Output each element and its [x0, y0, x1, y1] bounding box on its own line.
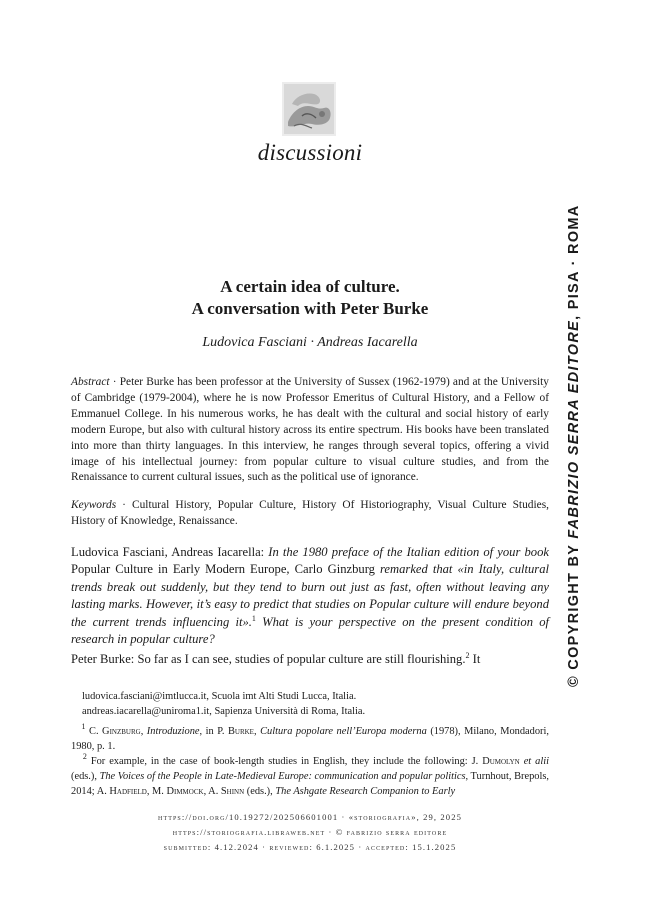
copyright-publisher: FABRIZIO SERRA EDITORE [566, 319, 582, 539]
question-text-3: remarked that «in Italy, cultural trends break out suddenly, but they tend to burn out just as fast, often without leaving any lasting marks. However, it’s easy to predict that studies on Popular culture will endure beyond the current trends influencing it». [71, 562, 550, 629]
section-title: discussioni [257, 140, 363, 165]
footer-doi[interactable]: https://doi.org/10.19272/202506601001 · «storiografia», 29, 2025 [158, 812, 462, 822]
footnote-1-editor: Burke [227, 726, 254, 737]
sculpture-logo-icon [282, 82, 336, 136]
author-names: Ludovica Fasciani · Andreas Iacarella [202, 335, 418, 350]
interview-answer [71, 651, 549, 668]
answer-speaker: Peter Burke: [71, 652, 135, 666]
footnote-1-work: Introduzione [146, 726, 200, 737]
abstract-paragraph [71, 375, 549, 486]
copyright-vertical [559, 204, 589, 687]
footnote-2 [71, 752, 549, 799]
affiliation-iacarella: andreas.iacarella@uniroma1.it, Sapienza Università di Roma, Italia. [82, 705, 366, 717]
title-line-2: A conversation with Peter Burke [191, 299, 429, 318]
question-book-title: Popular Culture in Early Modern Europe [71, 562, 287, 577]
footnote-2-dumolyn: Dumolyn [482, 756, 520, 767]
footnote-1-rest: (1978), Milano, Mondadori, 1980, p. 1. [71, 726, 550, 752]
footnote-2-shinn: Shinn [220, 785, 245, 797]
footnote-2-voices-title: The Voices of the People in Late-Medieval Europe: communication and popular politics [99, 770, 466, 782]
interview-question [71, 544, 549, 648]
footnote-2-text-g: , Turnhout, Brepols, 2014; A. [71, 770, 549, 797]
copyright-prefix: © COPYRIGHT BY [566, 538, 582, 687]
footnote-2-text-m: (eds.), [244, 785, 276, 797]
abstract-label: Abstract [71, 376, 110, 388]
answer-text: So far as I can see, studies of popular culture are still flourishing. [134, 652, 466, 666]
footnote-1-book: Cultura popolare nell’Europa moderna [260, 726, 427, 737]
question-speakers: Ludovica Fasciani, Andreas Iacarella: [71, 545, 265, 559]
title-line-1: A certain idea of culture. [220, 277, 400, 296]
footnote-2-text-a: For example, in the case of book-length studies in English, they include the following: J. [90, 756, 483, 767]
question-text-2: , [286, 562, 295, 577]
footnote-1-mid: , in P. [199, 726, 228, 737]
abstract-text: · Peter Burke has been professor at the University of Sussex (1962-1979) and at the University of Cambridge (1979-2004), where he is now Professor Emeritus of Cultural History, and a Fellow of Emmanuel College. In his numerous works, he has dealt with the cultural and social history of early modern Europe, but also with cultural history across its entire spectrum. His books have been translated into more than thirty languages. In this interview, he ranges through several topics, offering a vivid image of his intellectual journey: from popular culture to visual culture studies, and from the Renaissance to current cultural issues, such as the political use of ignorance. [71, 376, 549, 484]
question-text-1: In the 1980 preface of the Italian edition of your book [264, 545, 549, 559]
footnote-2-dimmock: Dimmock [166, 785, 204, 797]
author-affiliations [82, 690, 550, 719]
footnote-2-et-alii: et alii [523, 756, 549, 767]
question-text-4: What is your perspective on the present condition of research in popular culture? [71, 614, 549, 647]
keywords-text: · Cultural History, Popular Culture, History Of Historiography, Visual Culture Studies, History of Knowledge, Renaissance. [71, 499, 549, 527]
affiliation-fasciani: ludovica.fasciani@imtlucca.it, Scuola imt Alti Studi Lucca, Italia. [82, 691, 357, 702]
article-title [0, 276, 620, 320]
footnote-ref-2[interactable]: 2 [465, 651, 470, 660]
question-ginzburg: Carlo Ginzburg [294, 562, 375, 577]
footer-dates: submitted: 4.12.2024 · reviewed: 6.1.2025 · accepted: 15.1.2025 [163, 842, 457, 852]
footnote-2-text-e: (eds.), [71, 770, 100, 782]
footnote-1-sep2: , [253, 726, 261, 737]
footnote-2-hadfield: Hadfield [109, 785, 147, 797]
footnote-1-number: 1 [81, 722, 86, 731]
footnote-1-sep: , [140, 726, 147, 737]
footnote-2-text-k: , A. [203, 785, 221, 797]
copyright-suffix: , PISA · ROMA [566, 204, 582, 320]
footnote-2-ashgate-title: The Ashgate Research Companion to Early [275, 785, 456, 797]
footnote-1 [71, 722, 550, 755]
footnote-ref-1[interactable]: 1 [251, 613, 256, 623]
footnote-2-number: 2 [82, 752, 87, 761]
footnote-1-author: C. Ginzburg [89, 726, 141, 737]
keywords-paragraph [71, 498, 549, 530]
keywords-label: Keywords [71, 499, 117, 511]
answer-tail: It [469, 652, 481, 666]
footnote-2-text-i: , M. [146, 785, 167, 797]
footer-website[interactable]: https://storiografia.libraweb.net · © fabrizio serra editore [172, 827, 448, 837]
